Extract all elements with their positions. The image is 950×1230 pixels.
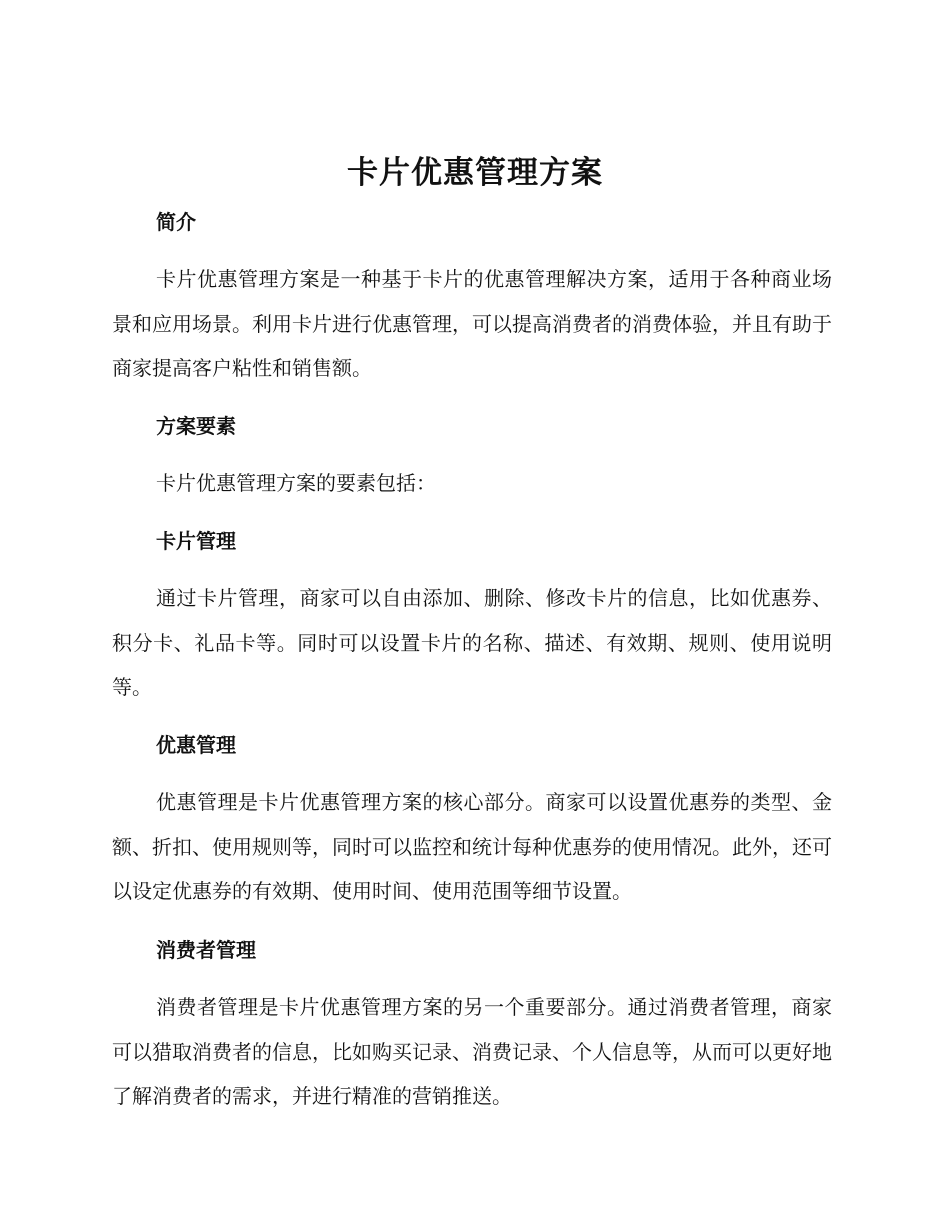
document-title: 卡片优惠管理方案 (347, 155, 603, 191)
section-heading-intro: 简介 (156, 210, 196, 234)
section-paragraph-elements: 卡片优惠管理方案的要素包括： (156, 471, 436, 495)
section-heading-elements: 方案要素 (156, 414, 236, 438)
section-heading-consumer-management: 消费者管理 (156, 938, 256, 962)
section-heading-discount-management: 优惠管理 (156, 733, 236, 757)
section-paragraph-card-management: 通过卡片管理，商家可以自由添加、删除、修改卡片的信息，比如优惠券、积分卡、礼品卡等。同时可以设置卡片的名称、描述、有效期、规则、使用说明等。 (112, 586, 832, 699)
section-paragraph-intro: 卡片优惠管理方案是一种基于卡片的优惠管理解决方案，适用于各种商业场景和应用场景。利用卡片进行优惠管理，可以提高消费者的消费体验，并且有助于商家提高客户粘性和销售额。 (112, 267, 832, 380)
section-heading-card-management: 卡片管理 (156, 529, 236, 553)
section-paragraph-consumer-management: 消费者管理是卡片优惠管理方案的另一个重要部分。通过消费者管理，商家可以猎取消费者的信息，比如购买记录、消费记录、个人信息等，从而可以更好地了解消费者的需求，并进行精准的营销推送。 (112, 995, 832, 1108)
section-paragraph-discount-management: 优惠管理是卡片优惠管理方案的核心部分。商家可以设置优惠券的类型、金额、折扣、使用规则等，同时可以监控和统计每种优惠券的使用情况。此外，还可以设定优惠券的有效期、使用时间、使用范围等细节设置。 (112, 790, 832, 903)
